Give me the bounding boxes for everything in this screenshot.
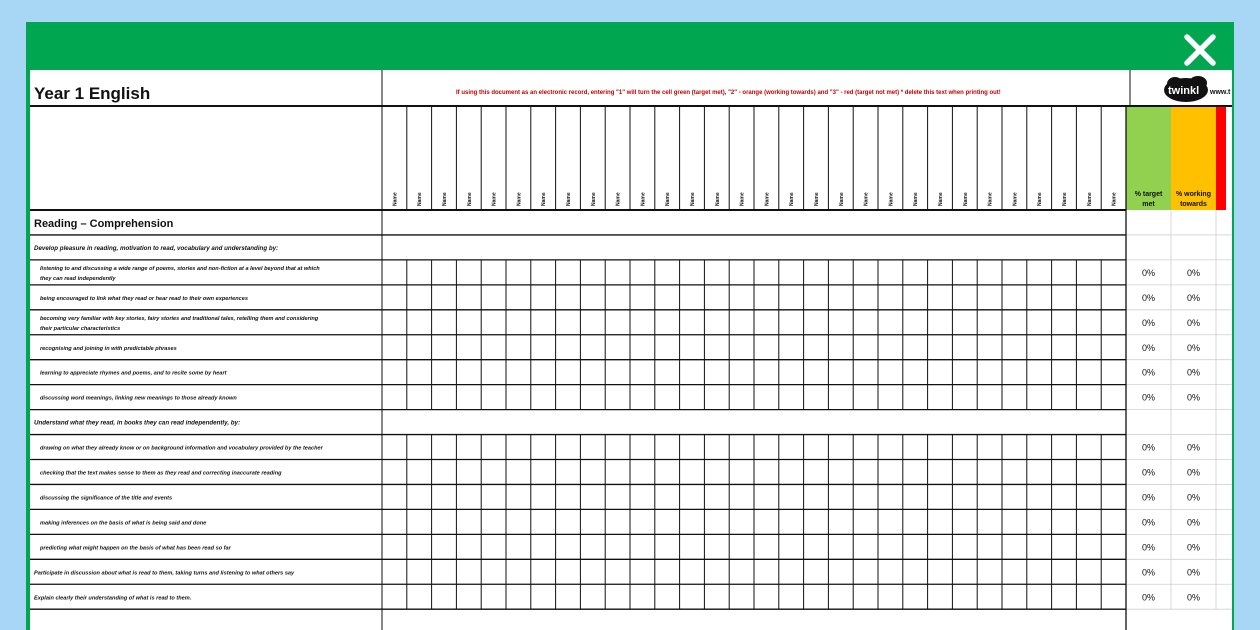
objective-text: discussing the significance of the title and events xyxy=(40,495,173,502)
name-column-label: Name xyxy=(466,192,473,206)
working-towards-percent: 0% xyxy=(1186,292,1201,303)
name-column-label: Name xyxy=(1037,192,1044,206)
objective-text: recognising and joining in with predictable phrases xyxy=(40,345,177,352)
objective-text: making inferences on the basis of what is being said and done xyxy=(40,520,207,527)
target-met-percent: 0% xyxy=(1141,567,1156,578)
objective-text: being encouraged to link what they read or hear read to their own experiences xyxy=(40,295,248,302)
name-column-label: Name xyxy=(888,192,895,206)
name-column-label: Name xyxy=(714,192,721,206)
name-column-label: Name xyxy=(566,192,572,206)
name-column-label: Name xyxy=(640,192,647,206)
name-column-label: Name xyxy=(913,192,920,206)
close-button[interactable] xyxy=(1180,30,1220,70)
working-towards-label-2: towards xyxy=(1180,201,1207,208)
target-met-label: % target xyxy=(1134,191,1163,198)
name-column-label: Name xyxy=(590,192,597,206)
name-column-label: Name xyxy=(1012,192,1019,206)
name-column-label: Name xyxy=(491,192,498,206)
target-met-percent: 0% xyxy=(1141,392,1156,403)
name-column-label: Name xyxy=(938,192,944,206)
working-towards-percent: 0% xyxy=(1186,317,1201,328)
working-towards-percent: 0% xyxy=(1186,267,1201,278)
target-met-percent: 0% xyxy=(1141,267,1156,278)
electronic-record-note: If using this document as an electronic record, entering "1" will turn the cell green (target met), "2" - orange (working towards) and "3" - red (target not met) * delete this text when printing out! xyxy=(456,90,1001,96)
target-met-percent: 0% xyxy=(1141,542,1156,553)
subheading-text: Develop pleasure in reading, motivation to read, vocabulary and understanding by: xyxy=(34,244,279,252)
working-towards-percent: 0% xyxy=(1186,467,1201,478)
objective-text: learning to appreciate rhymes and poems, and to recite some by heart xyxy=(40,370,227,377)
name-column-label: Name xyxy=(665,192,672,206)
logo-text: twinkl xyxy=(1168,85,1200,97)
objective-text: predicting what might happen on the basis of what has been read so far xyxy=(40,545,231,552)
name-column-label: Name xyxy=(764,192,771,206)
name-column-label: Name xyxy=(690,192,696,206)
modal-frame xyxy=(26,22,1234,630)
name-column-label: Name xyxy=(789,192,796,206)
objective-text-line-2: their particular characteristics xyxy=(40,325,121,332)
name-column-label: Name xyxy=(417,192,424,206)
target-met-percent: 0% xyxy=(1141,342,1156,353)
name-column-label: Name xyxy=(739,192,746,206)
name-column-label: Name xyxy=(1062,192,1068,206)
objective-text: Participate in discussion about what is read to them, taking turns and listening to what others say xyxy=(34,570,295,577)
working-towards-percent: 0% xyxy=(1186,342,1201,353)
name-column-label: Name xyxy=(516,192,523,206)
name-column-label: Name xyxy=(838,192,845,206)
target-met-label-2: met xyxy=(1142,201,1155,208)
name-column-label: Name xyxy=(987,192,994,206)
name-column-label: Name xyxy=(814,192,820,206)
name-column-label: Name xyxy=(541,192,548,206)
target-met-percent: 0% xyxy=(1141,317,1156,328)
section-heading: Reading – Comprehension xyxy=(34,218,174,230)
working-towards-label: % working xyxy=(1175,191,1212,198)
name-column-label: Name xyxy=(392,192,399,206)
target-met-percent: 0% xyxy=(1141,292,1156,303)
target-met-percent: 0% xyxy=(1141,592,1156,603)
name-column-label: Name xyxy=(615,192,622,206)
objective-text: discussing word meanings, linking new meanings to those already known xyxy=(40,395,237,402)
sheet-title: Year 1 English xyxy=(34,84,151,103)
target-met-percent: 0% xyxy=(1141,467,1156,478)
objective-text: checking that the text makes sense to them as they read and correcting inaccurate reading xyxy=(40,470,282,477)
working-towards-percent: 0% xyxy=(1186,442,1201,453)
close-icon xyxy=(1180,30,1220,70)
target-met-percent: 0% xyxy=(1141,367,1156,378)
objective-text: becoming very familiar with key stories, fairy stories and traditional tales, retelling them and considering xyxy=(40,315,319,322)
spreadsheet-preview xyxy=(30,70,1232,630)
working-towards-percent: 0% xyxy=(1186,592,1201,603)
working-towards-percent: 0% xyxy=(1186,567,1201,578)
objective-text: drawing on what they already know or on background information and vocabulary provided by the teacher xyxy=(40,445,323,452)
name-column-label: Name xyxy=(863,192,870,206)
working-towards-percent: 0% xyxy=(1186,542,1201,553)
working-towards-percent: 0% xyxy=(1186,392,1201,403)
working-towards-percent: 0% xyxy=(1186,367,1201,378)
name-column-label: Name xyxy=(962,192,969,206)
target-met-percent: 0% xyxy=(1141,492,1156,503)
working-towards-percent: 0% xyxy=(1186,492,1201,503)
twinkl-logo xyxy=(1164,76,1208,102)
objective-text: Explain clearly their understanding of what is read to them. xyxy=(34,595,192,602)
objective-text-line-2: they can read independently xyxy=(40,275,116,282)
name-column-label: Name xyxy=(442,192,448,206)
working-towards-percent: 0% xyxy=(1186,517,1201,528)
target-not-met-header xyxy=(1216,106,1226,210)
subheading-text: Understand what they read, in books they can read independently, by: xyxy=(34,419,241,427)
name-column-label: Name xyxy=(1111,192,1118,206)
target-met-percent: 0% xyxy=(1141,442,1156,453)
name-column-label: Name xyxy=(1086,192,1093,206)
logo-url: www.t xyxy=(1210,89,1231,96)
objective-text: listening to and discussing a wide range of poems, stories and non-fiction at a level beyond that at which xyxy=(40,265,320,272)
target-met-percent: 0% xyxy=(1141,517,1156,528)
